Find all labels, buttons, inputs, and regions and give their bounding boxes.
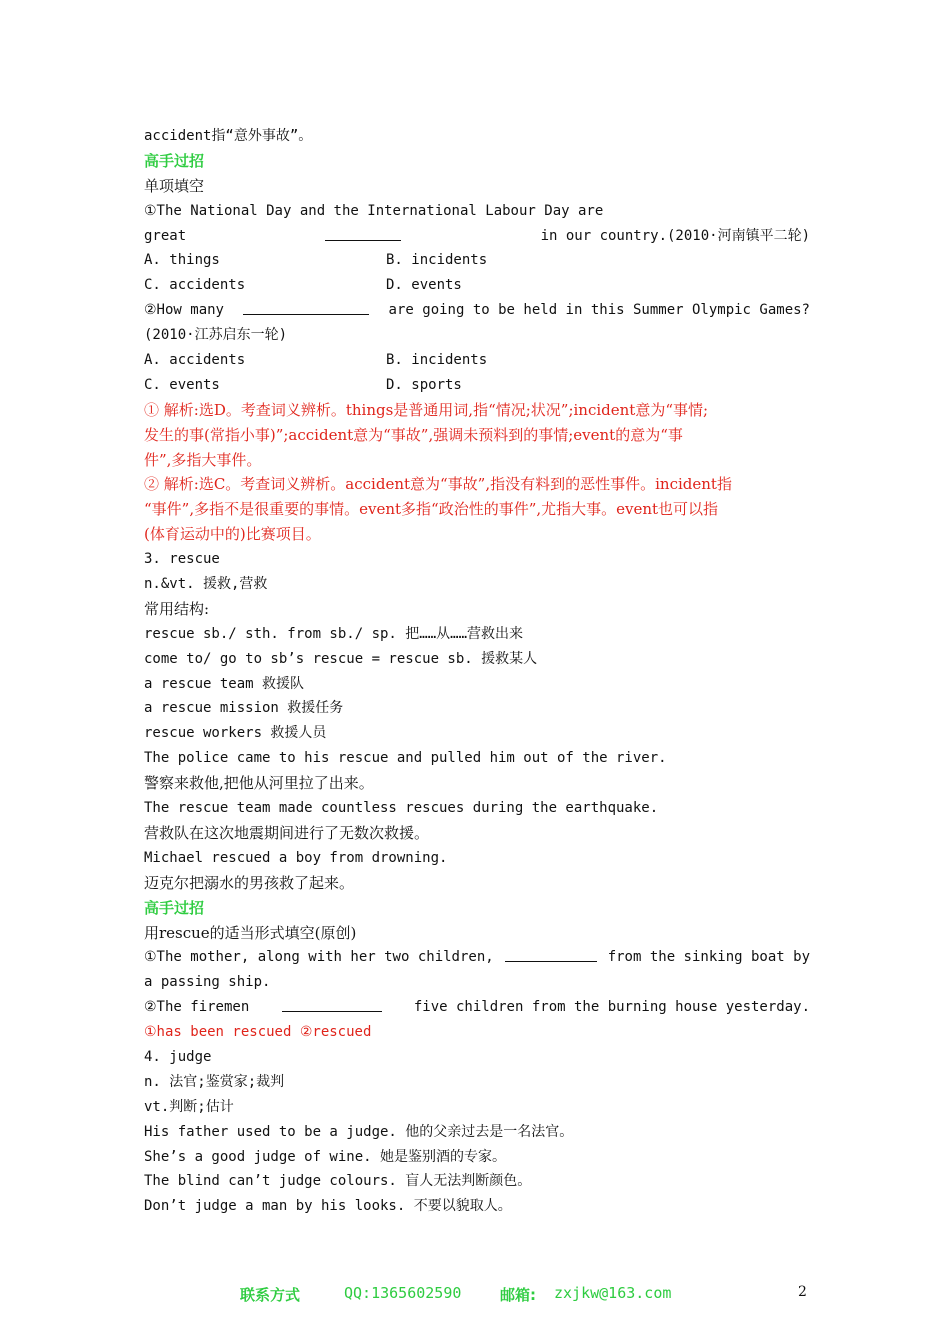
text-line: rescue sb./ sth. from sb./ sp. 把……从……营救出来 bbox=[144, 625, 524, 642]
answer-blank bbox=[243, 298, 369, 315]
text-line: The rescue team made countless rescues during the earthquake. bbox=[144, 800, 659, 817]
option-left: C. events bbox=[144, 376, 220, 393]
fill-in-line bbox=[144, 298, 810, 323]
text-line: 警察来救他,把他从河里拉了出来。 bbox=[144, 774, 374, 793]
text-line: n.&vt. 援救,营救 bbox=[144, 576, 268, 593]
option-row bbox=[144, 273, 810, 298]
page-number: 2 bbox=[798, 1284, 807, 1300]
text-line: rescue workers 救援人员 bbox=[144, 725, 327, 742]
text-line: n. 法官;鉴赏家;裁判 bbox=[144, 1073, 285, 1090]
text-line: 4. judge bbox=[144, 1048, 212, 1065]
text-line: The blind can’t judge colours. 盲人无法判断颜色。 bbox=[144, 1173, 532, 1190]
fill-in-after: are going to be held in this Summer Olympic Games? bbox=[388, 302, 810, 319]
section-heading: 高手过招 bbox=[144, 151, 205, 170]
option-left: C. accidents bbox=[144, 277, 246, 294]
text-line: a rescue team 救援队 bbox=[144, 675, 305, 692]
footer-contact-label: 联系方式 bbox=[240, 1286, 301, 1304]
fill-in-before: ②How many bbox=[144, 302, 224, 319]
option-left: A. accidents bbox=[144, 352, 246, 369]
document-body bbox=[144, 124, 810, 1219]
page-footer bbox=[0, 1284, 950, 1308]
answer-blank bbox=[505, 945, 597, 962]
answer-explanation: 发生的事(常指小事)”;accident意为“事故”,强调未预料到的事情;event的意为“事 bbox=[144, 425, 683, 444]
fill-in-before: great bbox=[144, 227, 187, 244]
text-line: The police came to his rescue and pulled him out of the river. bbox=[144, 750, 667, 767]
answer-explanation: (体育运动中的)比赛项目。 bbox=[144, 525, 321, 544]
answer-blank bbox=[325, 224, 401, 241]
option-right: D. sports bbox=[386, 376, 462, 393]
text-line: a rescue mission 救援任务 bbox=[144, 700, 344, 717]
option-right: D. events bbox=[386, 277, 462, 294]
footer-qq: QQ:1365602590 bbox=[344, 1284, 462, 1302]
text-line: accident指“意外事故”。 bbox=[144, 128, 313, 144]
footer-mail-label: 邮箱: bbox=[500, 1286, 536, 1304]
text-line: She’s a good judge of wine. 她是鉴别酒的专家。 bbox=[144, 1148, 507, 1165]
answer-key: ①has been rescued ②rescued bbox=[144, 1024, 372, 1041]
option-row bbox=[144, 373, 810, 398]
option-row bbox=[144, 348, 810, 373]
answer-explanation: ① 解析:选D。考查词义辨析。things是普通用词,指“情况;状况”;incident意为“事情; bbox=[144, 400, 709, 419]
text-line: 用rescue的适当形式填空(原创) bbox=[144, 923, 357, 942]
fill-in-before: ②The firemen bbox=[144, 999, 250, 1016]
option-right: B. incidents bbox=[386, 352, 488, 369]
text-line: 营救队在这次地震期间进行了无数次救援。 bbox=[144, 823, 430, 842]
text-line: vt.判断;估计 bbox=[144, 1098, 234, 1115]
text-line: ①The National Day and the International Labour Day are bbox=[144, 202, 604, 219]
fill-in-line bbox=[144, 224, 810, 249]
text-line: Don’t judge a man by his looks. 不要以貌取人。 bbox=[144, 1198, 512, 1215]
option-left: A. things bbox=[144, 252, 220, 269]
text-line: 单项填空 bbox=[144, 176, 205, 195]
text-line: 迈克尔把溺水的男孩救了起来。 bbox=[144, 873, 355, 892]
answer-explanation: ② 解析:选C。考查词义辨析。accident意为“事故”,指没有料到的恶性事件。incident指 bbox=[144, 475, 732, 494]
option-row bbox=[144, 248, 810, 273]
fill-in-line bbox=[144, 945, 810, 970]
text-line: 3. rescue bbox=[144, 551, 220, 568]
text-line: His father used to be a judge. 他的父亲过去是一名法官。 bbox=[144, 1123, 574, 1140]
answer-explanation: 件”,多指大事件。 bbox=[144, 450, 262, 469]
text-line: come to/ go to sb’s rescue = rescue sb. 援救某人 bbox=[144, 650, 538, 667]
fill-in-after: in our country.(2010·河南镇平二轮) bbox=[540, 227, 810, 244]
fill-in-after: from the sinking boat by bbox=[607, 949, 810, 966]
fill-in-after: five children from the burning house yesterday. bbox=[413, 999, 810, 1016]
text-line: a passing ship. bbox=[144, 974, 271, 991]
footer-mail: zxjkw@163.com bbox=[554, 1284, 672, 1302]
answer-explanation: “事件”,多指不是很重要的事情。event多指“政治性的事件”,尤指大事。event也可以指 bbox=[144, 500, 719, 519]
answer-blank bbox=[282, 995, 382, 1012]
option-right: B. incidents bbox=[386, 252, 488, 269]
text-line: (2010·江苏启东一轮) bbox=[144, 327, 288, 344]
section-heading: 高手过招 bbox=[144, 898, 205, 917]
text-line: Michael rescued a boy from drowning. bbox=[144, 849, 448, 866]
fill-in-before: ①The mother, along with her two children, bbox=[144, 949, 494, 966]
fill-in-line bbox=[144, 995, 810, 1020]
text-line: 常用结构: bbox=[144, 599, 210, 618]
